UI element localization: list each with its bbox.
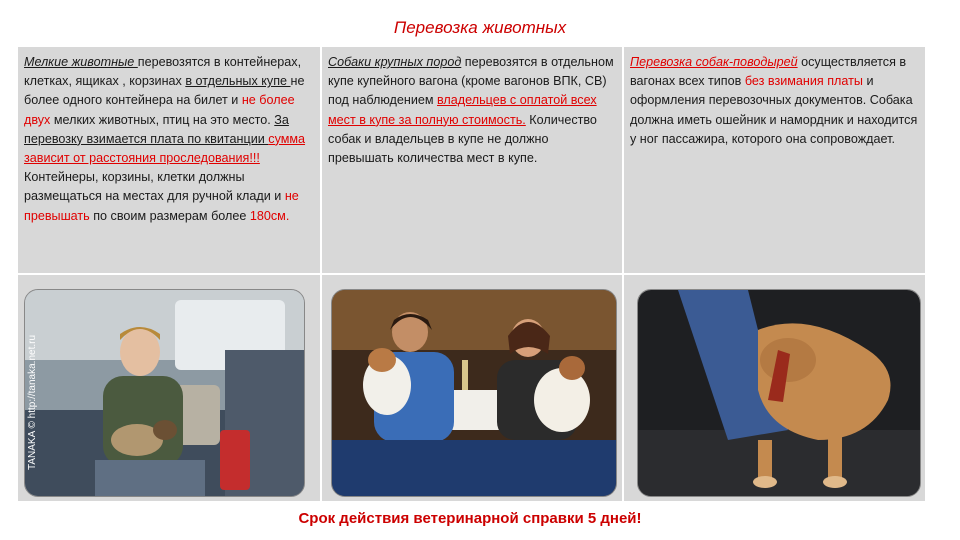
- text-segment: осуществляется в вагонах всех типов: [630, 55, 907, 89]
- highlight-text: не превышать: [24, 189, 299, 223]
- large-dogs-text: [322, 47, 622, 273]
- guide-dogs-text: [624, 47, 925, 273]
- small-animals-heading: Мелкие животные: [24, 55, 138, 69]
- guide-dogs-heading: Перевозка собак-поводырей: [630, 55, 798, 69]
- photo-guide-dog-image: [638, 290, 920, 496]
- photo-guide-dog: [637, 289, 921, 497]
- text-segment: мелких животных, птиц на это место.: [50, 112, 275, 127]
- page-title: Перевозка животных: [393, 18, 567, 37]
- text-segment: по своим размерам более: [89, 208, 250, 223]
- photo-cell-2: [322, 275, 622, 501]
- photo-women-with-dogs-image: [332, 290, 616, 496]
- watermark-text: TANAKA © http://tanaka.net.ru: [27, 334, 38, 470]
- highlight-text: не более двух: [24, 93, 295, 127]
- photo-man-with-pets: [24, 289, 305, 497]
- large-dogs-heading: Собаки крупных пород: [328, 55, 462, 69]
- photo-cell-1: [18, 275, 320, 501]
- text-segment: Количество собак и владельцев в купе не должно превышать количества мест в купе.: [328, 112, 597, 166]
- highlight-text: 180см.: [249, 208, 290, 223]
- highlight-text: сумма зависит от расстояния проследования!!!: [24, 131, 306, 166]
- small-animals-text: [18, 47, 320, 273]
- photo-women-with-dogs: [331, 289, 617, 497]
- highlight-text: без взимания платы: [744, 74, 863, 89]
- text-segment: перевозятся в отдельном купе купейного вагона (кроме вагонов ВПК, СВ) под наблюдением: [328, 55, 614, 108]
- text-segment: в отдельных купе: [185, 74, 291, 89]
- text-segment: не более одного контейнера на билет и: [24, 74, 305, 108]
- footer-note: Срок действия ветеринарной справки 5 дней!: [298, 510, 642, 527]
- highlight-text: владельцев с оплатой всех мест в купе за полную стоимость.: [328, 93, 597, 127]
- content-table: [18, 47, 925, 501]
- photo-cell-3: [624, 275, 925, 501]
- text-segment: Контейнеры, корзины, клетки должны размещаться на местах для ручной клади и: [24, 170, 285, 204]
- text-segment: и оформления перевозочных документов. Собака должна иметь ошейник и намордник и находится у ног пассажира, которого она сопровождает.: [630, 74, 918, 146]
- text-segment: За перевозку взимается плата по квитанции: [24, 112, 289, 146]
- photo-man-with-pets-image: [25, 290, 304, 496]
- text-segment: перевозятся в контейнерах, клетках, ящиках , корзинах: [24, 55, 302, 89]
